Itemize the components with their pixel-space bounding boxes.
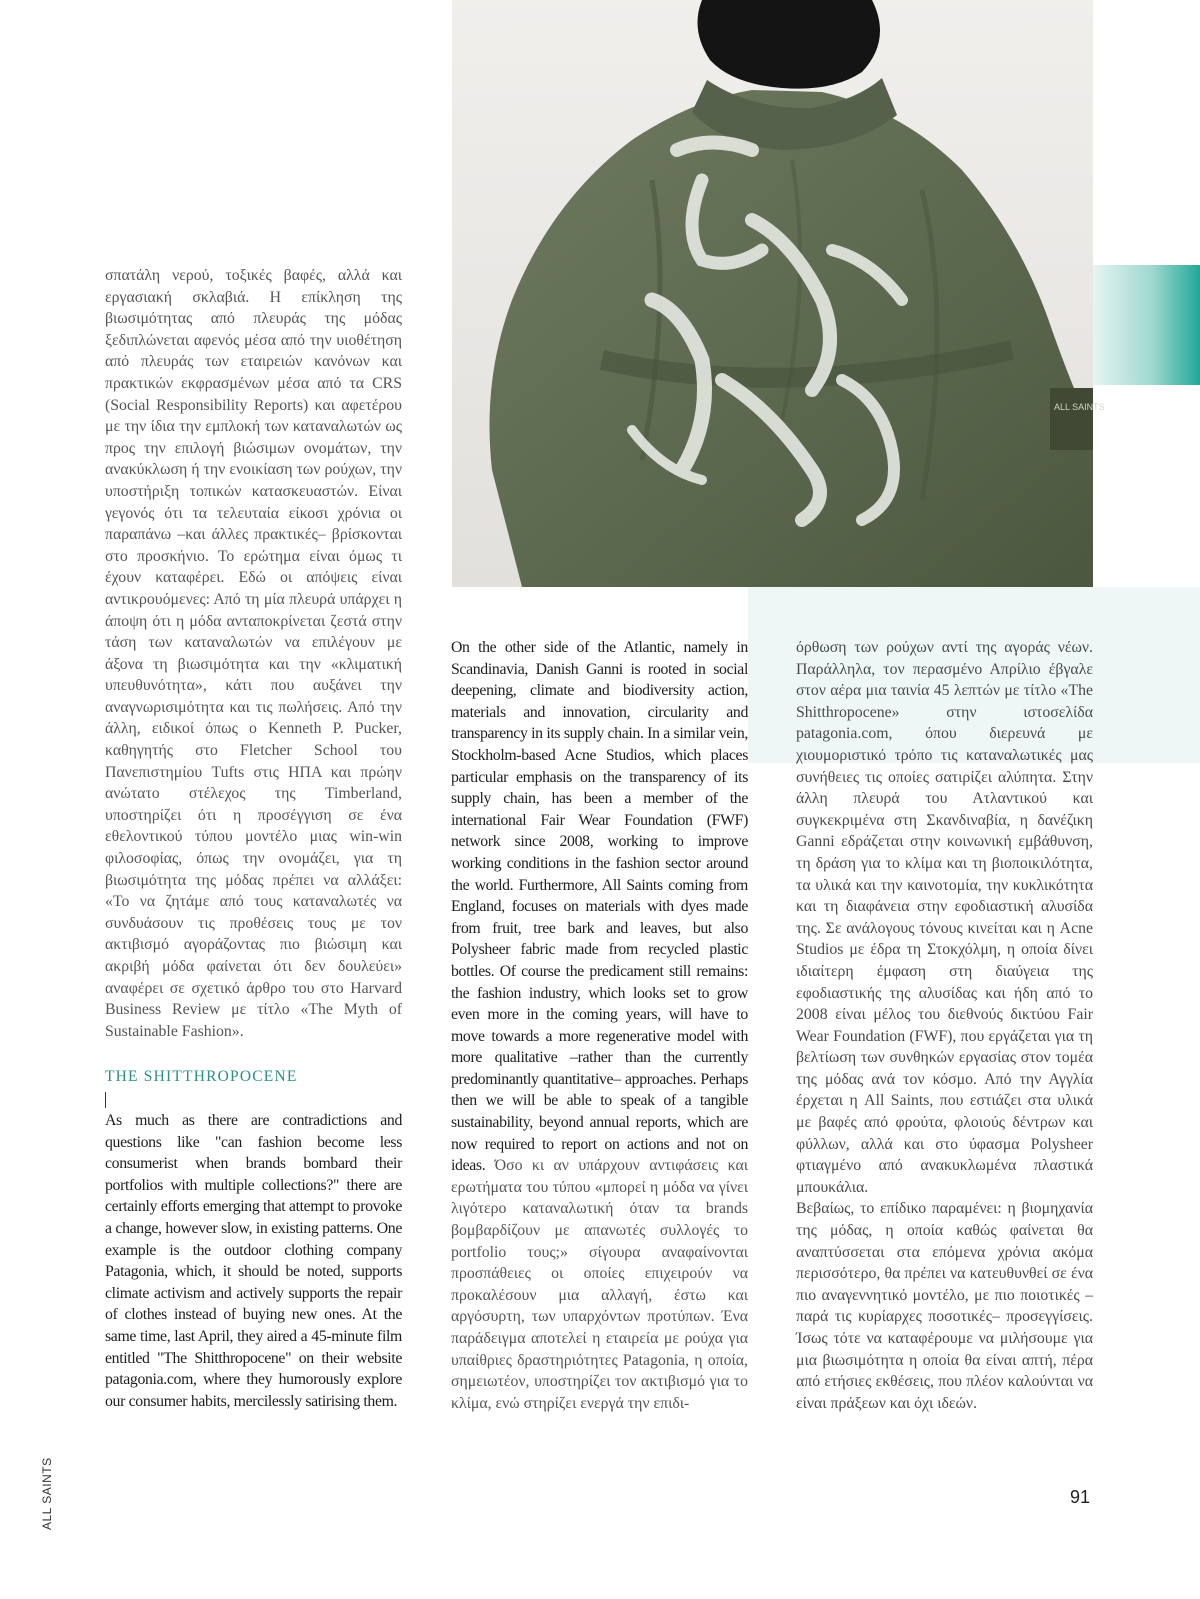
col1-greek-paragraph: σπατάλη νερού, τοξικές βαφές, αλλά και εργασιακή σκλαβιά. Η επίκληση της βιωσιμότητας από πλευράς της μόδας ξεδιπλώνεται αφενός μέσα από την υιοθέτηση από πλευράς των εταιρειών κανόνων και πρακτικών εκφρασμένων μέσα από τα CRS (Social Responsibility Reports) και αφετέρου με την ίδια την εμπλοκή των καταναλωτών ως προς την επιλογή βιώσιμων ονομάτων, την ανακύκλωση ή την ενοικίαση των ρούχων, την υποστήριξη τοπικών κατασκευαστών. Είναι γεγονός ότι τα τελευταία είκοσι χρόνια οι παραπάνω –και άλλες πρακτικές– βρίσκονται στο προσκήνιο. Το ερώτημα είναι όμως τι έχουν καταφέρει. Εδώ οι απόψεις είναι αντικρουόμενες: Από τη μία πλευρά υπάρχει η άποψη ότι η μόδα ανταποκρίνεται ζεστά στην τάση των καταναλωτών να επιλέγουν με άξονα τη βιωσιμότητα και την «κλιματική υπευθυνότητα», κάτι που αυξάνει την αναγνωρισιμότητα και τις πωλήσεις. Από την άλλη, ειδικοί όπως ο Kenneth P. Pucker, καθηγητής στο Fletcher School του Πανεπιστημίου Tufts στις ΗΠΑ και πρώην ανώτατο στέλεχος της Timberland, υποστηρίζει ότι η προσέγγιση σε ένα εθελοντικού τύπου μοντέλο μιας win-win φιλοσοφίας, όπως την ονομάζει, για τη βιωσιμότητα της μόδας πρέπει να αλλάξει: «Το να ζητάμε από τους καταναλωτές να συνδυάσουν τις προθέσεις τους με τον ακτιβισμό αγοράζοντας πιο βιώσιμη και ακριβή μόδα φαίνεται ότι δεν δουλεύει» αναφέρει σε σχετικό άρθρο του στο Harvard Business Review με τίτλο «The Myth of Sustainable Fashion». — [105, 267, 402, 1040]
jacket-illustration — [452, 0, 1105, 587]
jacket-photo — [452, 0, 1105, 587]
column-2 — [451, 637, 748, 1414]
jacket-tag-text: ALL SAINTS — [1054, 402, 1105, 412]
col1-english-paragraph: As much as there are contradictions and questions like "can fashion become less consumerist when brands bombard their portfolios with multiple collections?" there are certainly efforts emerging that attempt to provoke a change, however slow, in existing patterns. One example is the outdoor clothing company Patagonia, which, it should be noted, supports climate activism and actively supports the repair of clothes instead of buying new ones. At the same time, last April, they aired a 45-minute film entitled "The Shitthropocene" on their website patagonia.com, where they humorously explore our consumer habits, mercilessly satirising them. — [105, 1111, 402, 1410]
heading-divider — [105, 1092, 106, 1108]
column-3 — [796, 637, 1093, 1414]
section-heading: THE SHITTHROPOCENE — [105, 1068, 298, 1086]
col2-paragraph — [451, 637, 748, 1414]
page-number: 91 — [1070, 1487, 1091, 1507]
column-1 — [105, 265, 402, 1412]
col3-paragraph-2: Βεβαίως, το επίδικο παραμένει: η βιομηχανία της μόδας, η οποία καθώς φαίνεται θα αναπτύσσεται στα επόμενα χρόνια ακόμα περισσότερο, θα πρέπει να κατευθυνθεί σε ένα πιο αναγεννητικό μοντέλο, με πιο ποιοτικές –παρά τις κυρίαρχες ποσοτικές– προσεγγίσεις. Ίσως τότε να καταφέρουμε να μιλήσουμε για μια βιωσιμότητα η οποία θα είναι απτή, πέρα από ετήσιες εκθέσεις, που πλέον καλούνται να είναι πράξεων και όχι ιδεών. — [796, 1200, 1093, 1412]
col2-greek-text: Όσο κι αν υπάρχουν αντιφάσεις και ερωτήματα του τύπου «μπορεί η μόδα να γίνει λιγότερο καταναλωτική όταν τα brands βομβαρδίζουν με απανωτές συλλογές το portfolio τους;» σίγουρα αναφαίνονται προσπάθειες οι οποίες επιχειρούν να προκαλέσουν μια αλλαγή, έστω και αργόσυρτη, των υπαρχόντων προτύπων. Ένα παράδειγμα αποτελεί η εταιρεία με ρούχα για υπαίθριες δραστηριότητες Patagonia, η οποία, σημειωτέον, υποστηρίζει τον ακτιβισμό για το κλίμα, ενώ στηρίζει ενεργά την επιδι- — [451, 1157, 748, 1412]
col3-paragraph-1: όρθωση των ρούχων αντί της αγοράς νέων. Παράλληλα, τον περασμένο Απρίλιο έβγαλε στον αέρα μια ταινία 45 λεπτών με τίτλο «The Shitthropocene» στην ιστοσελίδα patagonia.com, όπου διερευνά με χιουμοριστικό τρόπο τις καταναλωτικές μας συνήθειες τις οποίες σατιρίζει αλύπητα. Στην άλλη πλευρά του Ατλαντικού και συγκεκριμένα στη Σκανδιναβία, η δανέζικη Ganni εδράζεται στην κοινωνική εμβάθυνση, τη δράση για το κλίμα και τη βιοποικιλότητα, τα υλικά και την καινοτομία, την κυκλικότητα και τη διαφάνεια στην εφοδιαστική αλυσίδα της. Σε ανάλογους τόνους κινείται και η Acne Studios με έδρα τη Στοκχόλμη, η οποία δίνει ιδιαίτερη έμφαση στη διαύγεια της εφοδιαστικής της αλυσίδας και ήδη από το 2008 είναι μέλος του διεθνούς δικτύου Fair Wear Foundation (FWF), που εργάζεται για τη βελτίωση των συνθηκών εργασίας στον τομέα της μόδας ανά τον κόσμο. Από την Αγγλία έρχεται η All Saints, που εστιάζει στα υλικά με βαφές από φρούτα, φλοιούς δέντρων και φύλλων, αλλά και στο ύφασμα Polysheer φτιαγμένο από ανακυκλωμένα πλαστικά μπουκάλια. — [796, 639, 1093, 1196]
teal-accent-block — [1093, 265, 1200, 385]
col2-english-text: On the other side of the Atlantic, namely in Scandinavia, Danish Ganni is rooted in social deepening, climate and biodiversity action, materials and innovation, circularity and transparency in its supply chain. In a similar vein, Stockholm-based Acne Studios, which places particular emphasis on the transparency of its supply chain, has been a member of the international Fair Wear Foundation (FWF) network since 2008, working to improve working conditions in the fashion sector around the world. Furthermore, All Saints coming from England, focuses on materials with dyes made from fruit, tree bark and leaves, but also Polysheer fabric made from recycled plastic bottles. Of course the predicament still remains: the fashion industry, which looks set to grow even more in the coming years, will have to move towards a more regenerative model with more qualitative –rather than the currently predominantly quantitative– approaches. Perhaps then we will be able to speak of a tangible sustainability, beyond annual reports, which are now required to report on actions and not on ideas. — [451, 639, 748, 1175]
side-label: ALL SAINTS — [40, 1457, 54, 1530]
